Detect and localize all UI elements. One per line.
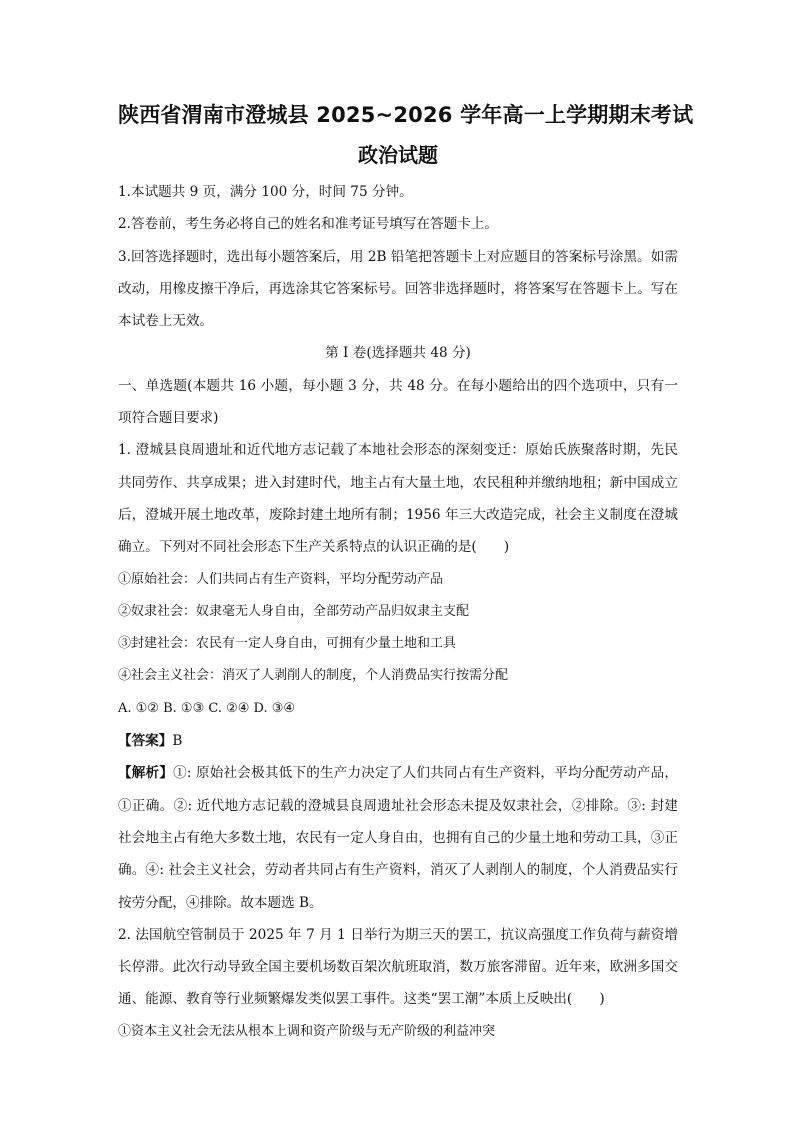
instruction-2: 2.答卷前，考生务必将自己的姓名和准考证号填写在答题卡上。 (118, 216, 498, 233)
question-2 (118, 919, 678, 1048)
answer-value: B (172, 733, 183, 750)
answer-label: 【答案】 (118, 733, 173, 750)
instruction-1: 1.本试题共 9 页，满分 100 分，时间 75 分钟。 (118, 184, 413, 200)
question-item: ②奴隶社会：奴隶毫无人身自由，全部劳动产品归奴隶主支配 (118, 603, 470, 619)
instructions (118, 176, 678, 337)
question-1 (118, 434, 678, 918)
question-item: ①资本主义社会无法从根本上调和资产阶级与无产阶级的利益冲突 (118, 1023, 496, 1039)
question-stem: 1. 澄城县良周遗址和近代地方志记载了本地社会形态的深刻变迁：原始氏族聚落时期，先民共同劳作、共享成果；进入封建时代，地主占有大量土地，农民租种并缴纳地租；新中国成立后，澄城开展土地改革，废除封建土地所有制；1956 年三大改造完成，社会主义制度在澄城确立。下列对不同社会形态下生产关系特点的认识正确的是( ) (118, 442, 678, 556)
exam-subtitle: 政治试题 (358, 143, 438, 167)
analysis-label: 【解析】 (118, 765, 174, 782)
answer-line (118, 725, 678, 757)
exam-title: 陕西省渭南市澄城县 2025~2026 学年高一上学期期末考试 (118, 103, 694, 127)
part-heading: 第 I 卷(选择题共 48 分) (325, 345, 471, 362)
analysis (118, 757, 678, 918)
question-item: ④社会主义社会：消灭了人剥削人的制度，个人消费品实行按需分配 (118, 668, 509, 684)
analysis-text: ①: 原始社会极其低下的生产力决定了人们共同占有生产资料，平均分配劳动产品，①正确。②: 近代地方志记载的澄城县良周遗址社会形态未提及奴隶社会，②排除。③: 封建社会地主占有绝大多数土地，农民有一定人身自由，也拥有自己的少量土地和劳动工具，③正确。④: 社会主义社会，劳动者共同占有生产资料，消灭了人剥削人的制度，个人消费品实行按劳分配，④排除。故本题选 B。 (118, 765, 678, 911)
question-item: ①原始社会：人们共同占有生产资料，平均分配劳动产品 (118, 571, 444, 587)
section-intro: 一、单选题(本题共 16 小题，每小题 3 分，共 48 分。在每小题给出的四个选项中，只有一项符合题目要求) (118, 377, 678, 427)
question-stem: 2. 法国航空管制员于 2025 年 7 月 1 日举行为期三天的罢工，抗议高强度工作负荷与薪资增长停滞。此次行动导致全国主要机场数百架次航班取消，数万旅客滞留。近年来，欧洲多国交通、能源、教育等行业频繁爆发类似罢工事件。这类“罢工潮”本质上反映出( ) (118, 926, 678, 1008)
instruction-3: 3.回答选择题时，选出每小题答案后，用 2B 铅笔把答题卡上对应题目的答案标号涂黑。如需改动，用橡皮擦干净后，再选涂其它答案标号。回答非选择题时，将答案写在答题卡上。写在本试卷上无效。 (118, 248, 678, 330)
answer-choices: A. ①② B. ①③ C. ②④ D. ③④ (118, 700, 296, 716)
exam-page (118, 100, 694, 1048)
question-item: ③封建社会：农民有一定人身自由，可拥有少量土地和工具 (118, 636, 457, 652)
